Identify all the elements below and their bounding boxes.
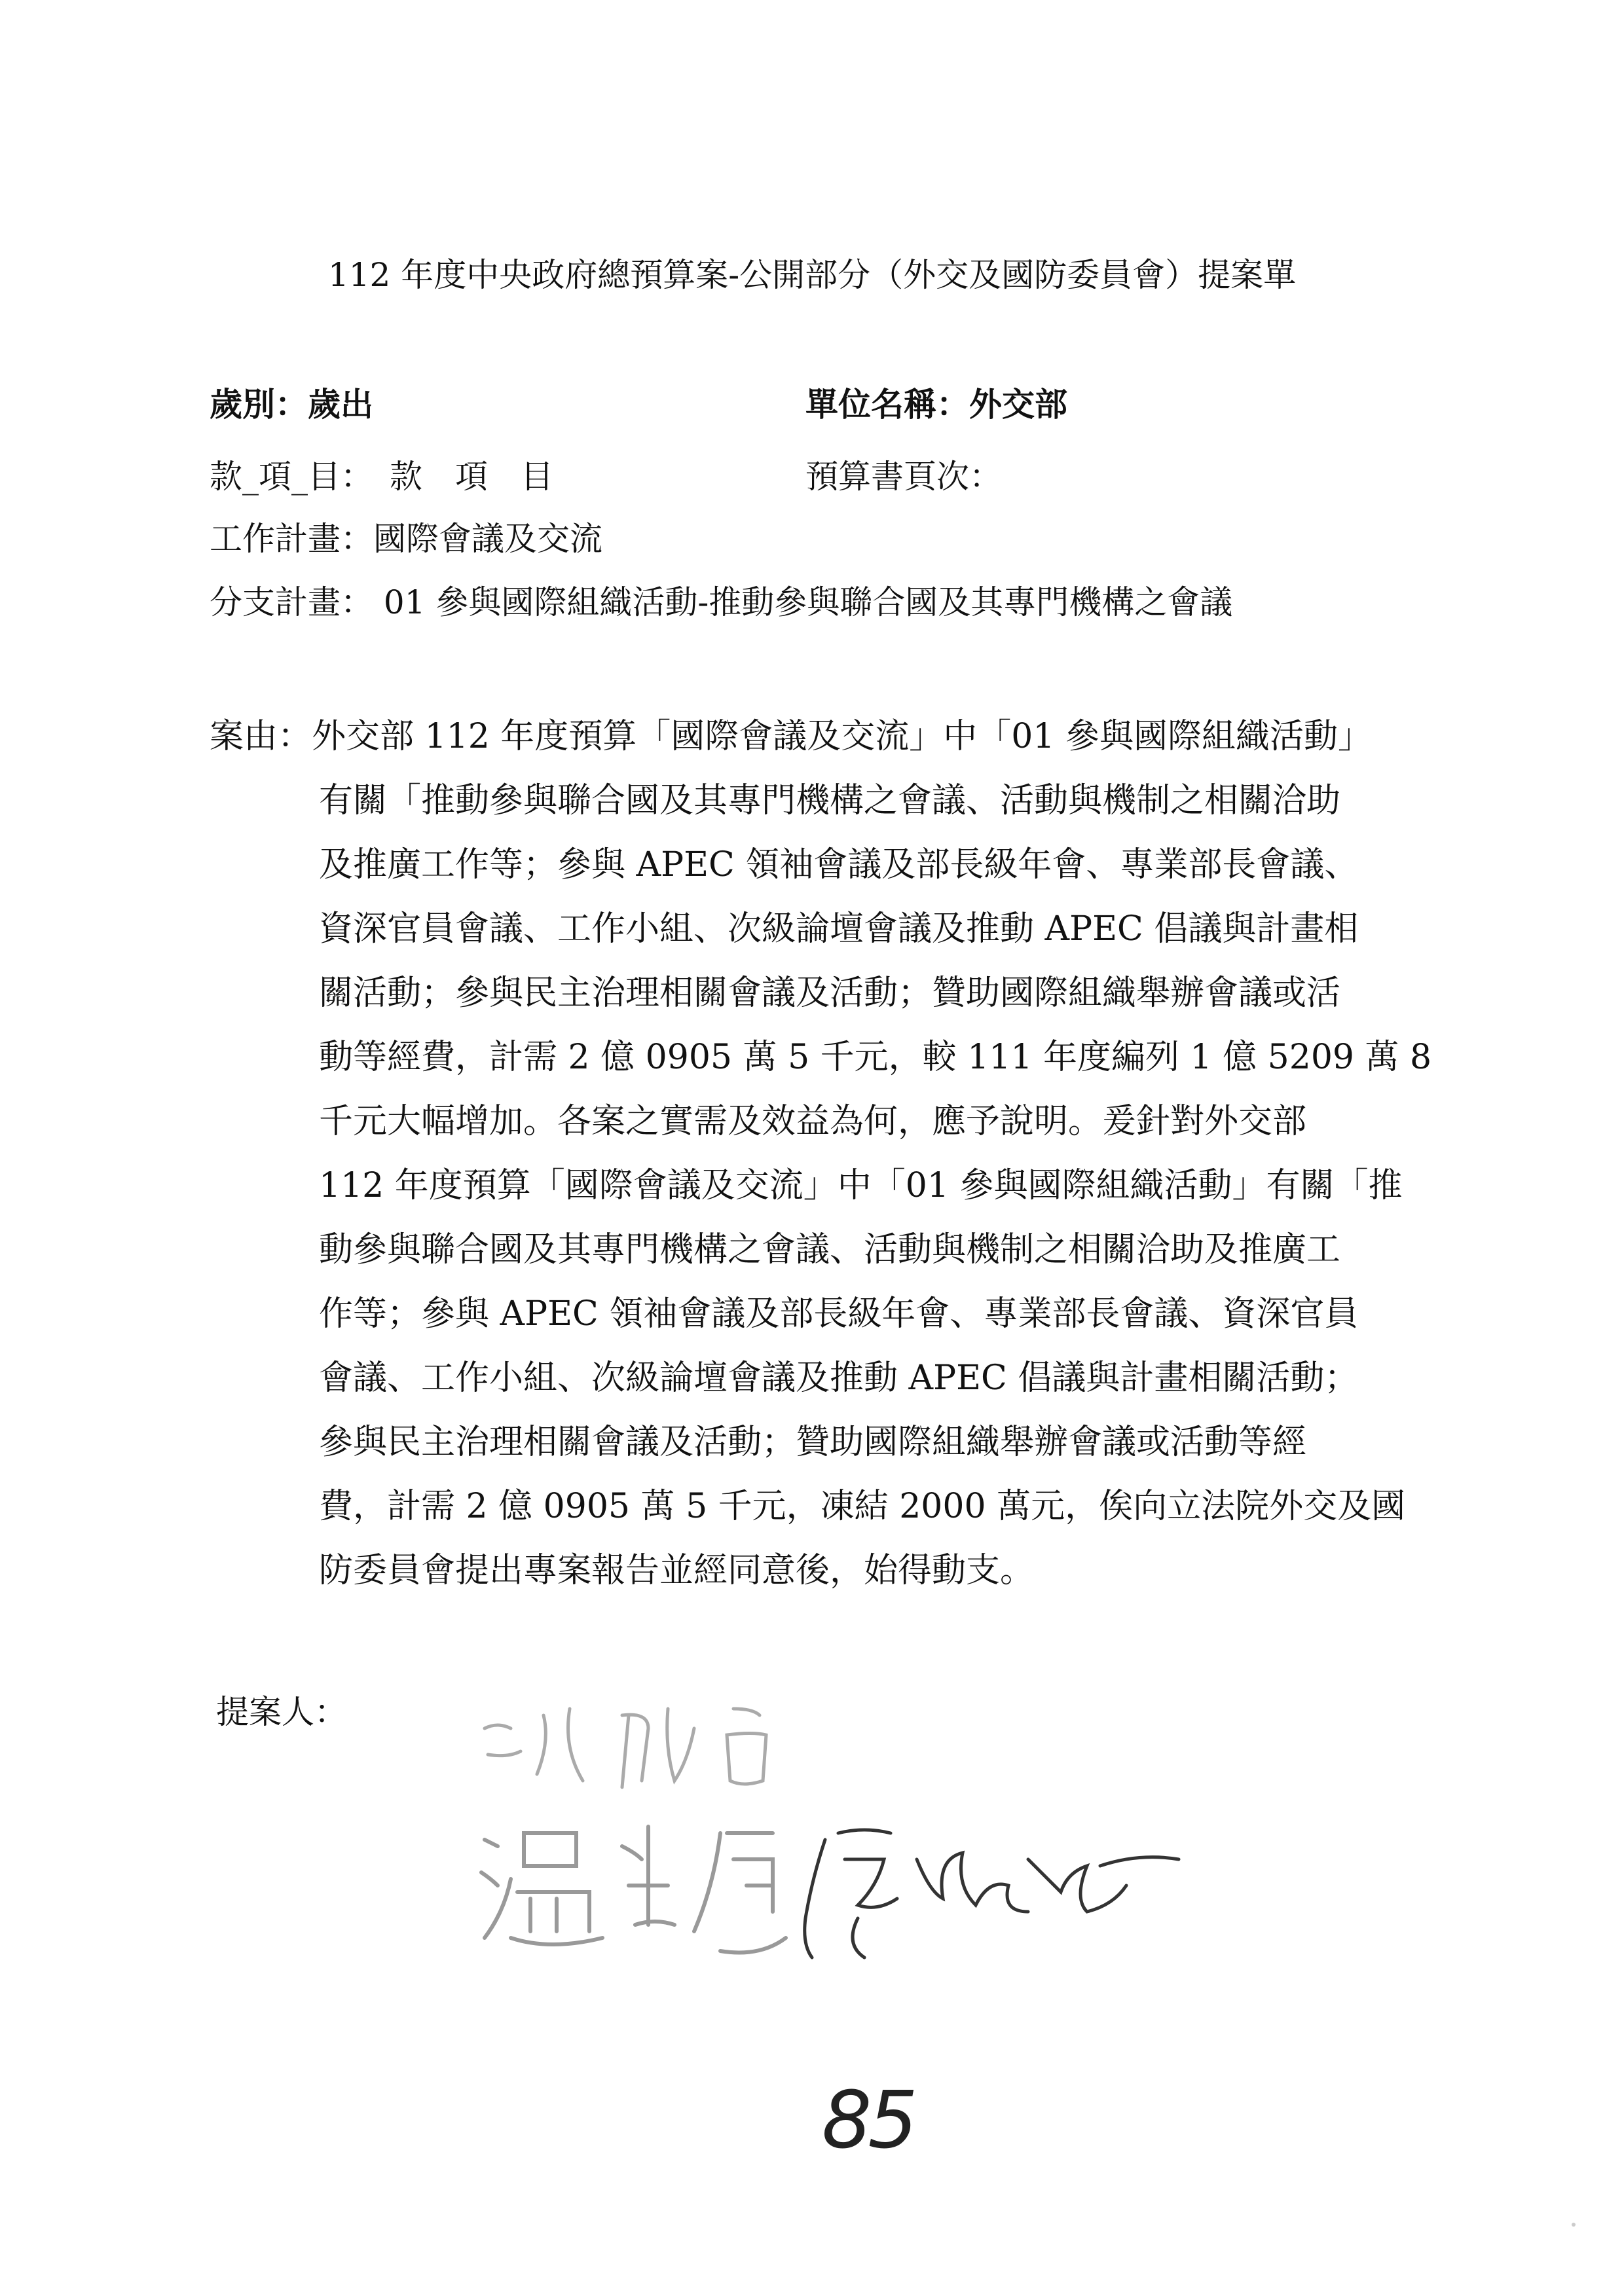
reason-line: 防委員會提出專案報告並經同意後，始得動支。 — [319, 1551, 1035, 1590]
budget-item: 款_項_目： 款 項 目 — [210, 458, 553, 496]
reason-line: 112 年度預算「國際會議及交流」中「01 參與國際組織活動」有關「推 — [319, 1166, 1403, 1205]
signature-2 — [481, 1827, 786, 1953]
proposer-label: 提案人： — [216, 1693, 347, 1731]
reason-line: 千元大幅增加。各案之實需及效益為何，應予說明。爰針對外交部 — [319, 1102, 1307, 1141]
signature-1 — [485, 1709, 766, 1787]
reason-line: 動參與聯合國及其專門機構之會議、活動與機制之相關洽助及推廣工 — [319, 1230, 1341, 1269]
unit-name: 單位名稱：外交部 — [805, 385, 1067, 424]
reason-line: 資深官員會議、工作小組、次級論壇會議及推動 APEC 倡議與計畫相 — [319, 909, 1359, 949]
handwritten-signatures — [471, 1689, 1225, 1990]
reason-line: 作等；參與 APEC 領袖會議及部長級年會、專業部長會議、資深官員 — [319, 1294, 1359, 1334]
reason-line: 關活動；參與民主治理相關會議及活動；贊助國際組織舉辦會議或活 — [319, 974, 1341, 1013]
budget-page-ref: 預算書頁次： — [805, 458, 1002, 496]
work-plan: 工作計畫：國際會議及交流 — [210, 520, 602, 558]
page-number: 85 — [822, 2075, 914, 2166]
scan-speck — [1572, 2223, 1576, 2227]
sub-plan: 分支計畫： 01 參與國際組織活動-推動參與聯合國及其專門機構之會議 — [210, 583, 1233, 621]
reason-line: 案由：外交部 112 年度預算「國際會議及交流」中「01 參與國際組織活動」 — [210, 717, 1373, 756]
reason-line: 參與民主治理相關會議及活動；贊助國際組織舉辦會議或活動等經 — [319, 1423, 1307, 1462]
reason-line: 及推廣工作等；參與 APEC 領袖會議及部長級年會、專業部長會議、 — [319, 845, 1359, 884]
reason-line: 有關「推動參與聯合國及其專門機構之會議、活動與機制之相關洽助 — [319, 781, 1341, 820]
reason-line: 動等經費，計需 2 億 0905 萬 5 千元，較 111 年度編列 1 億 5209 萬 8 — [319, 1038, 1432, 1077]
budget-category: 歲別：歲出 — [210, 385, 373, 424]
reason-line: 費，計需 2 億 0905 萬 5 千元，凍結 2000 萬元，俟向立法院外交及國 — [319, 1487, 1406, 1526]
reason-line: 會議、工作小組、次級論壇會議及推動 APEC 倡議與計畫相關活動； — [319, 1358, 1359, 1398]
signature-3 — [805, 1830, 1179, 1958]
document-title: 112 年度中央政府總預算案-公開部分（外交及國防委員會）提案單 — [327, 256, 1297, 294]
